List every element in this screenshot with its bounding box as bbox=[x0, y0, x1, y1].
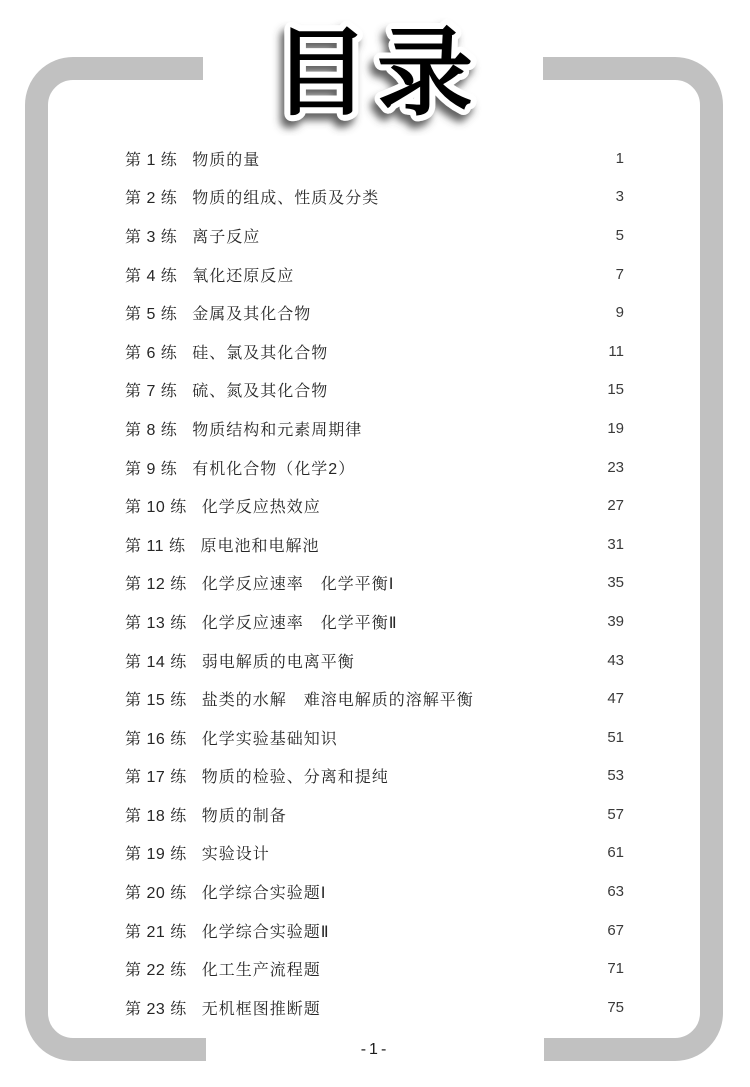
toc-entry-page: 67 bbox=[607, 921, 624, 939]
toc-entry-left bbox=[125, 610, 398, 633]
toc-entry-number: 第 21 练 bbox=[125, 923, 187, 941]
toc-entry-page: 47 bbox=[607, 690, 624, 708]
toc-entry-left bbox=[125, 957, 321, 980]
toc-entry-page: 63 bbox=[607, 883, 624, 901]
toc-entry-title: 物质结构和元素周期律 bbox=[192, 421, 363, 439]
toc-entry-title: 实验设计 bbox=[201, 846, 270, 864]
toc-entry-number: 第 18 练 bbox=[125, 807, 187, 825]
toc-entry bbox=[125, 718, 624, 757]
toc-entry-left bbox=[125, 147, 260, 170]
toc-entry-number: 第 13 练 bbox=[125, 614, 187, 632]
toc-entry-number: 第 14 练 bbox=[125, 653, 187, 671]
toc-entry-left bbox=[125, 456, 355, 479]
toc-entry-number: 第 20 练 bbox=[125, 885, 187, 903]
toc-entry-page: 15 bbox=[607, 381, 624, 399]
toc-entry-title: 物质的制备 bbox=[201, 807, 287, 825]
toc-entry-number: 第 3 练 bbox=[125, 228, 178, 246]
toc-entry bbox=[125, 486, 624, 525]
toc-entry-title: 离子反应 bbox=[192, 228, 261, 246]
toc-entry-number: 第 2 练 bbox=[125, 190, 178, 208]
toc-entry-number: 第 5 练 bbox=[125, 306, 178, 324]
toc-entry-page: 53 bbox=[607, 767, 624, 785]
toc-entry-page: 19 bbox=[607, 419, 624, 437]
toc-entry-title: 盐类的水解 难溶电解质的溶解平衡 bbox=[201, 692, 474, 710]
toc-entry-left bbox=[125, 263, 294, 286]
toc-entry-title: 有机化合物（化学2） bbox=[192, 460, 356, 478]
toc-entry-left bbox=[125, 880, 326, 903]
toc-entry bbox=[125, 602, 624, 641]
toc-entry-page: 5 bbox=[615, 226, 624, 244]
toc-entry-page: 35 bbox=[607, 574, 624, 592]
toc-entry-left bbox=[125, 378, 328, 401]
page-title-graphic bbox=[0, 6, 750, 136]
toc-entry-left bbox=[125, 417, 362, 440]
toc-entry-left bbox=[125, 224, 260, 247]
toc-entry-title: 氧化还原反应 bbox=[192, 267, 295, 285]
toc-entry-title: 化学反应速率 化学平衡Ⅰ bbox=[201, 576, 395, 594]
toc-entry-page: 23 bbox=[607, 458, 624, 476]
toc-entry-number: 第 23 练 bbox=[125, 1000, 187, 1018]
toc-entry-title: 物质的组成、性质及分类 bbox=[192, 190, 380, 208]
toc-entry bbox=[125, 641, 624, 680]
toc-entry-title: 金属及其化合物 bbox=[192, 306, 312, 324]
toc-entry bbox=[125, 448, 624, 487]
toc-entry-page: 31 bbox=[607, 535, 624, 553]
toc-entry bbox=[125, 332, 624, 371]
toc-entry-title: 化学反应热效应 bbox=[201, 499, 321, 517]
footer-page-number: -1- bbox=[360, 1041, 390, 1058]
toc-entry-number: 第 6 练 bbox=[125, 344, 178, 362]
toc-entry bbox=[125, 255, 624, 294]
toc-entry-left bbox=[125, 185, 379, 208]
toc-entry-page: 9 bbox=[615, 304, 624, 322]
toc-entry-title: 弱电解质的电离平衡 bbox=[201, 653, 355, 671]
toc-entry-number: 第 4 练 bbox=[125, 267, 178, 285]
toc-entry bbox=[125, 679, 624, 718]
toc-entry bbox=[125, 757, 624, 796]
toc-entry-title: 化学综合实验题Ⅰ bbox=[201, 885, 327, 903]
page-title: 目录 bbox=[273, 20, 481, 127]
toc-entry-left bbox=[125, 301, 311, 324]
toc-entry-number: 第 11 练 bbox=[125, 537, 186, 555]
toc-entry bbox=[125, 293, 624, 332]
toc-entry-number: 第 10 练 bbox=[125, 499, 187, 517]
toc-entry-number: 第 22 练 bbox=[125, 962, 187, 980]
toc-entry-page: 11 bbox=[608, 342, 624, 360]
toc-entry-left bbox=[125, 494, 321, 517]
toc-entry-title: 化学反应速率 化学平衡Ⅱ bbox=[201, 614, 398, 632]
toc-entry-left bbox=[125, 649, 355, 672]
toc-entry bbox=[125, 795, 624, 834]
toc-entry-left bbox=[125, 919, 330, 942]
toc-entry-left bbox=[125, 996, 321, 1019]
toc-entry-left bbox=[125, 533, 320, 556]
toc-entry bbox=[125, 139, 624, 178]
toc-entry bbox=[125, 525, 624, 564]
toc-list bbox=[125, 139, 624, 1027]
toc-entry-number: 第 15 练 bbox=[125, 692, 187, 710]
toc-entry-left bbox=[125, 687, 474, 710]
toc-entry-title: 化工生产流程题 bbox=[201, 962, 321, 980]
toc-entry-title: 化学实验基础知识 bbox=[201, 730, 338, 748]
toc-entry bbox=[125, 178, 624, 217]
toc-entry-number: 第 1 练 bbox=[125, 151, 178, 169]
toc-entry-title: 化学综合实验题Ⅱ bbox=[201, 923, 330, 941]
toc-entry-page: 1 bbox=[615, 149, 624, 167]
toc-entry bbox=[125, 834, 624, 873]
toc-entry-number: 第 16 练 bbox=[125, 730, 187, 748]
toc-entry-page: 27 bbox=[607, 497, 624, 515]
toc-entry-number: 第 8 练 bbox=[125, 421, 178, 439]
toc-entry-number: 第 7 练 bbox=[125, 383, 178, 401]
toc-entry-page: 43 bbox=[607, 651, 624, 669]
toc-entry-page: 39 bbox=[607, 612, 624, 630]
toc-entry-title: 原电池和电解池 bbox=[200, 537, 320, 555]
toc-entry-left bbox=[125, 803, 287, 826]
toc-entry-number: 第 9 练 bbox=[125, 460, 178, 478]
toc-entry bbox=[125, 872, 624, 911]
toc-entry bbox=[125, 409, 624, 448]
toc-entry-title: 物质的量 bbox=[192, 151, 261, 169]
toc-entry-page: 51 bbox=[607, 728, 624, 746]
toc-entry-left bbox=[125, 841, 270, 864]
toc-entry-title: 无机框图推断题 bbox=[201, 1000, 321, 1018]
toc-entry-page: 71 bbox=[607, 960, 624, 978]
toc-entry-left bbox=[125, 726, 338, 749]
toc-entry-page: 7 bbox=[615, 265, 624, 283]
toc-entry bbox=[125, 911, 624, 950]
toc-entry-number: 第 12 练 bbox=[125, 576, 187, 594]
toc-entry-title: 硫、氮及其化合物 bbox=[192, 383, 329, 401]
toc-entry-title: 硅、氯及其化合物 bbox=[192, 344, 329, 362]
toc-entry bbox=[125, 949, 624, 988]
toc-entry-page: 3 bbox=[615, 188, 624, 206]
toc-entry bbox=[125, 371, 624, 410]
toc-entry-number: 第 17 练 bbox=[125, 769, 187, 787]
toc-entry-page: 61 bbox=[607, 844, 624, 862]
toc-entry bbox=[125, 988, 624, 1027]
toc-entry-title: 物质的检验、分离和提纯 bbox=[201, 769, 389, 787]
toc-entry-page: 75 bbox=[607, 998, 624, 1016]
toc-entry-left bbox=[125, 764, 389, 787]
toc-entry-left bbox=[125, 571, 394, 594]
toc-entry-page: 57 bbox=[607, 805, 624, 823]
toc-entry bbox=[125, 216, 624, 255]
toc-entry-number: 第 19 练 bbox=[125, 846, 187, 864]
toc-entry-left bbox=[125, 340, 328, 363]
toc-entry bbox=[125, 564, 624, 603]
